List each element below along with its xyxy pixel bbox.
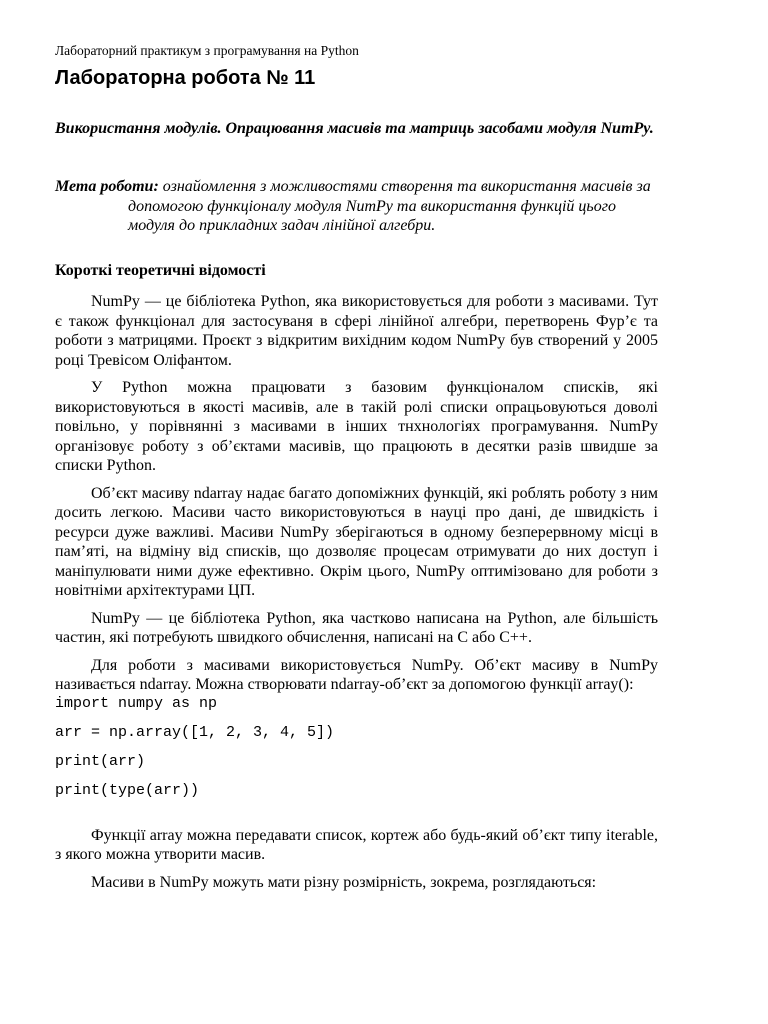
- code-example: [55, 695, 658, 800]
- code-line: print(type(arr)): [55, 781, 200, 799]
- lab-goal: [55, 177, 658, 236]
- paragraph: Для роботи з масивами використовується NumPy. Об’єкт масиву в NumPy називається ndarray. Можна створювати ndarray-об’єкт за допомогою функції array():: [55, 656, 658, 693]
- goal-text: ознайомлення з можливостями створення та використання масивів за допомогою функціоналу модуля NumPy та використання функцій цього модуля до прикладних задач лінійної алгебри.: [128, 178, 651, 234]
- lab-title: Лабораторна робота № 11: [55, 67, 316, 89]
- paragraph: Об’єкт масиву ndarray надає багато допоміжних функцій, які роблять роботу з ним досить легкою. Масиви часто використовуються в науці про дані, де швидкість і ресурси дуже важливі. Масиви NumPy зберігаються в одному безперервному місці в пам’яті, на відміну від списків, що дозволяє процесам отримувати до них доступ і маніпулювати ними дуже ефективно. Окрім цього, NumPy оптимізовано для роботи з новітніми архітектурами ЦП.: [55, 484, 658, 599]
- code-line: arr = np.array([1, 2, 3, 4, 5]): [55, 723, 335, 741]
- lab-topic: Використання модулів. Опрацювання масивів та матриць засобами модуля NumPy.: [55, 120, 654, 137]
- code-line: print(arr): [55, 752, 146, 770]
- paragraph: Функції array можна передавати список, кортеж або будь-який об’єкт типу iterable, з якого можна утворити масив.: [55, 826, 658, 863]
- code-line: import numpy as np: [55, 694, 218, 712]
- running-header: Лабораторний практикум з програмування на Python: [55, 43, 359, 58]
- goal-label: Мета роботи:: [55, 178, 159, 195]
- paragraph: NumPy — це бібліотека Python, яка частково написана на Python, але більшість частин, які потребують швидкого обчислення, написані на C або C++.: [55, 609, 658, 646]
- paragraph: NumPy — це бібліотека Python, яка використовується для роботи з масивами. Тут є також функціонал для застосуваня в сфері лінійної алгебри, перетворень Фур’є та роботи з матрицями. Проєкт з відкритим вихідним кодом NumPy був створений у 2005 році Тревісом Оліфантом.: [55, 293, 658, 369]
- paragraph: У Python можна працювати з базовим функціоналом списків, які використовуються в якості масивів, але в такій ролі списки опрацьовуються доволі повільно, у порівнянні з масивами в інших тнхнологіях програмування. NumPy організовує роботу з об’єктами масивів, що працюють в десятки разів швидше за списки Python.: [55, 379, 658, 474]
- section-heading: Короткі теоретичні відомості: [55, 262, 266, 279]
- theory-body: [55, 292, 658, 900]
- paragraph: Масиви в NumPy можуть мати різну розмірність, зокрема, розглядаються:: [91, 873, 597, 891]
